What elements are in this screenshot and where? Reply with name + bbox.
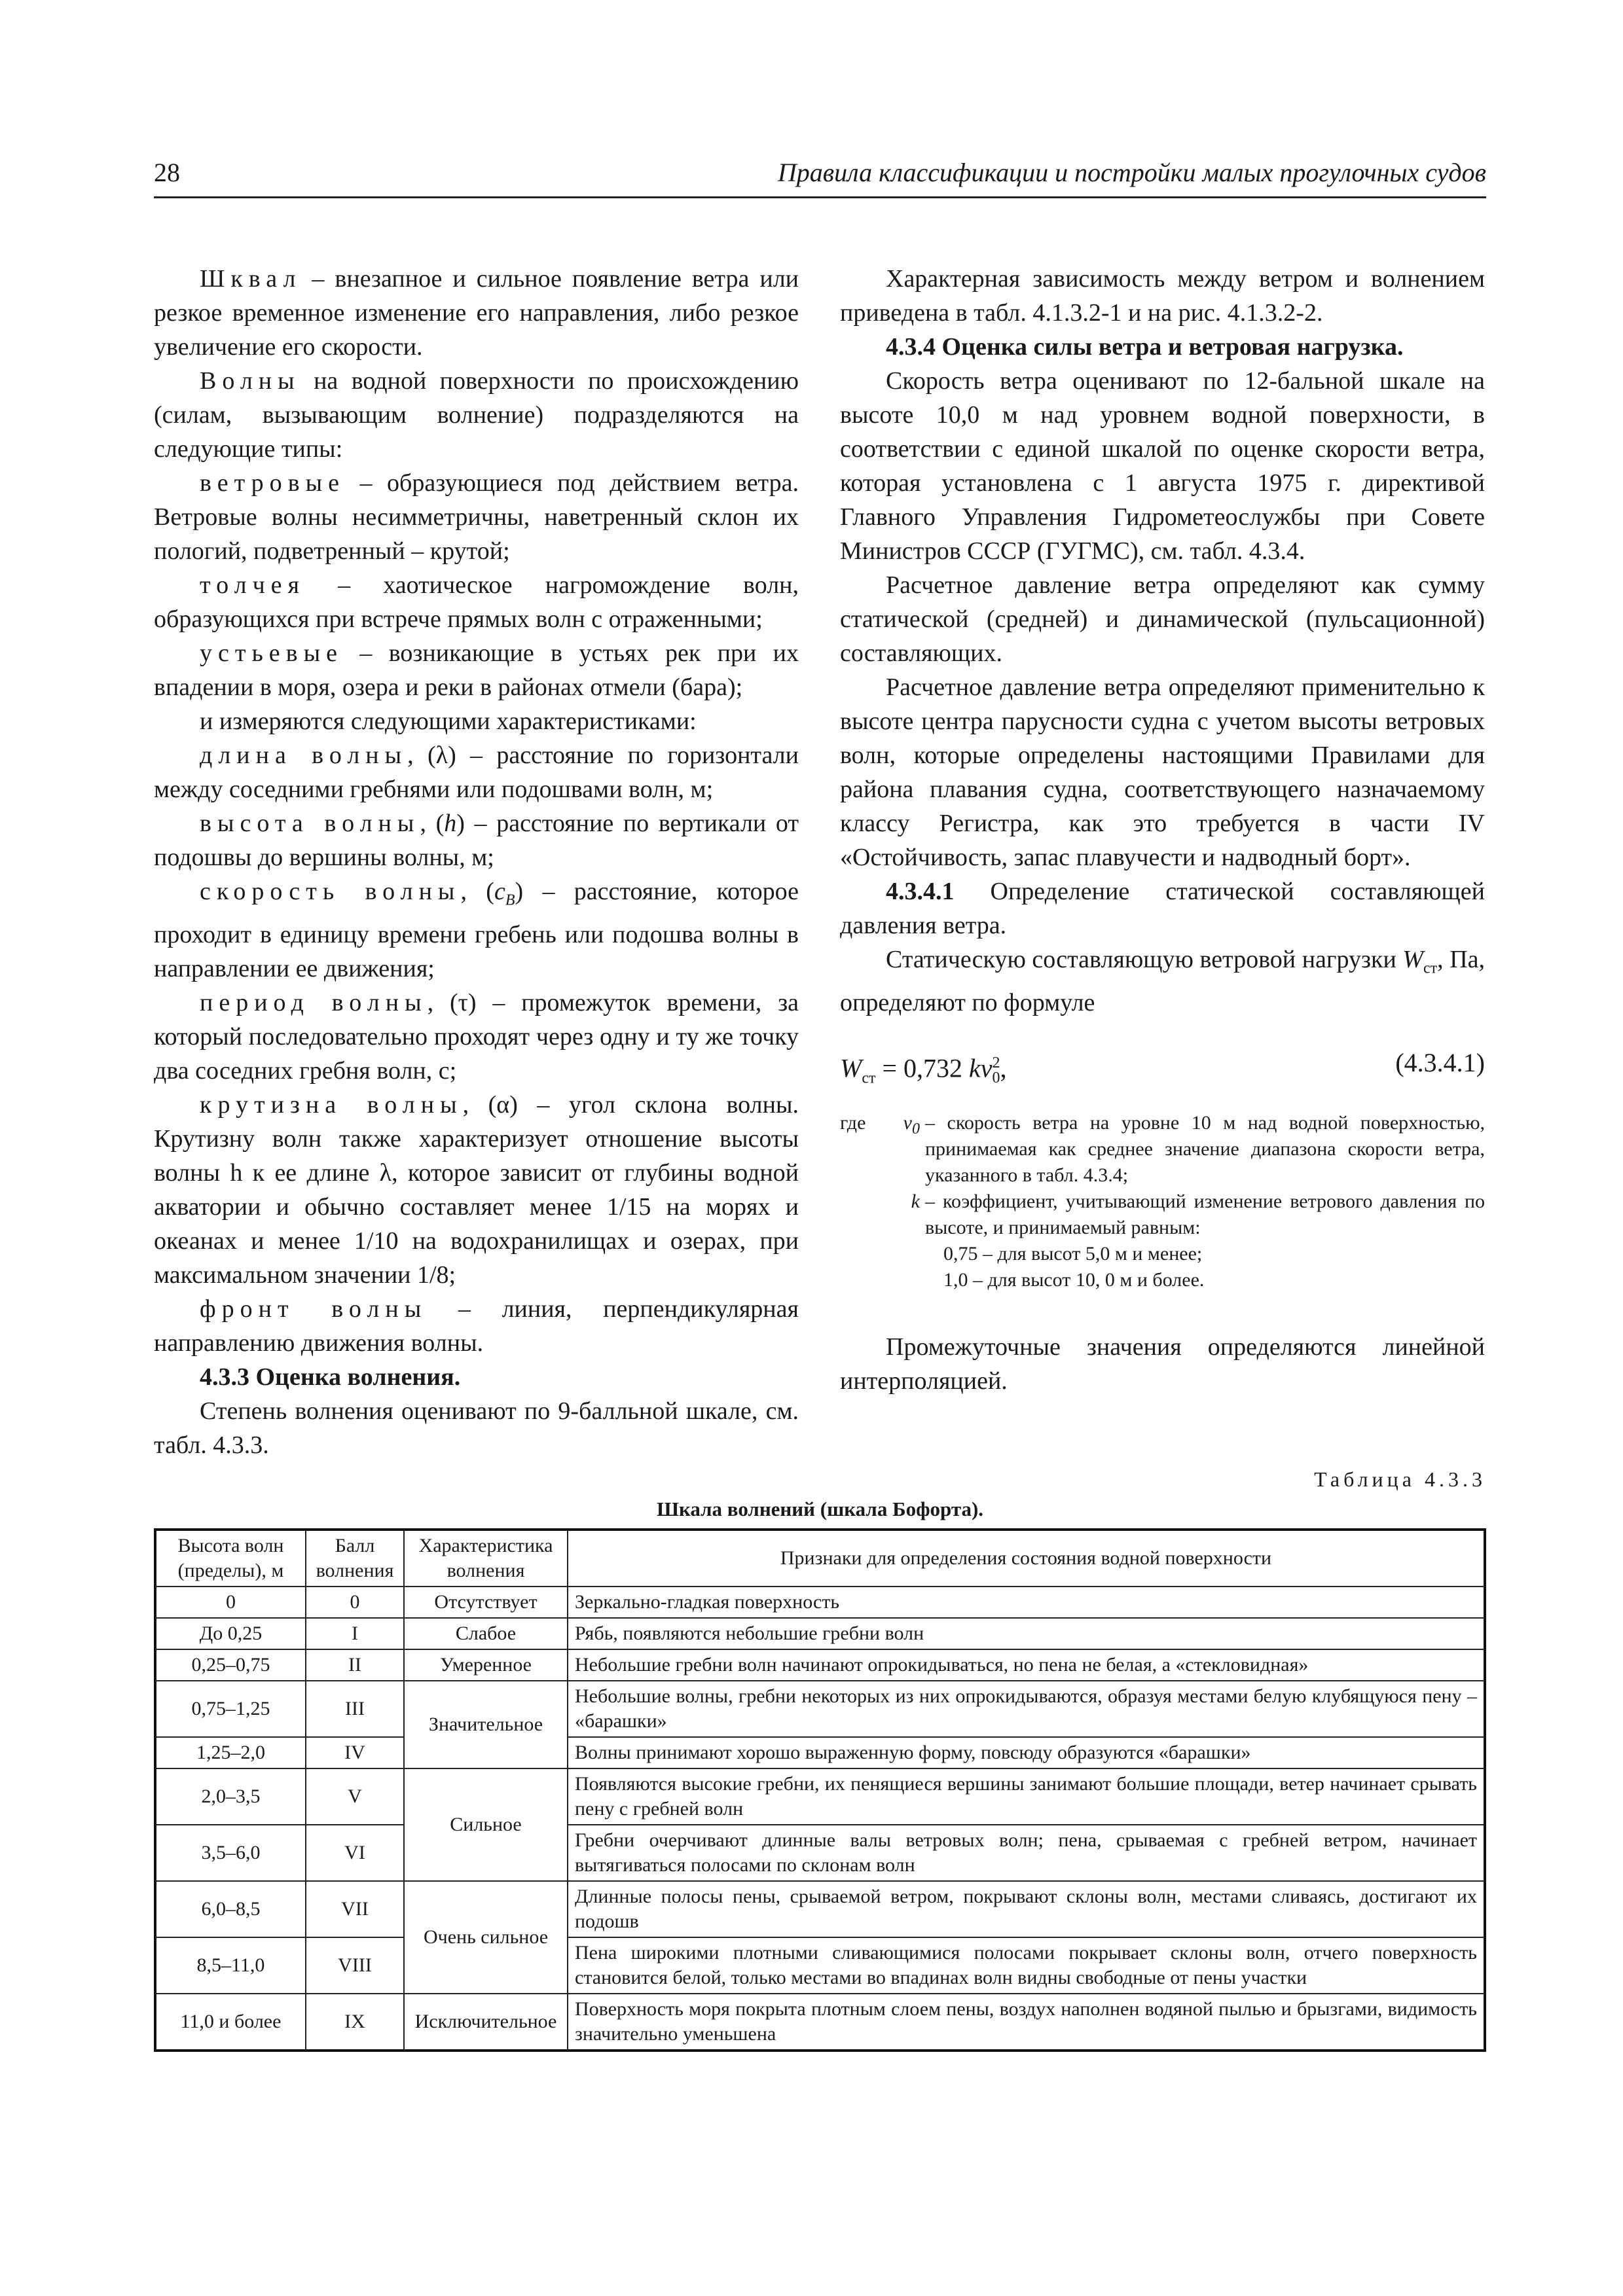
paragraph-wavelength: длина волны, (λ) – расстояние по горизонтали между соседними гребнями или подошвами волн, м; bbox=[154, 742, 799, 803]
table-label: Таблица 4.3.3 bbox=[1314, 1467, 1486, 1491]
paragraph-wind-speed: Скорость ветра оценивают по 12-бальной шкале на высоте 10,0 м над уровнем водной поверхности, в соответствии с единой шкалой по оценке скорости ветра, которая установлена с 1 августа 1975 г. директивой Главного Управления Гидрометеослужбы при Совете Министров СССР (ГУГМС), см. табл. 4.3.4. bbox=[840, 367, 1485, 565]
table-row: 11,0 и более IX Исключительное Поверхность моря покрыта плотным слоем пены, воздух наполнен водяной пылью и брызгами, видимость значительно уменьшена bbox=[155, 1994, 1485, 2051]
paragraph-wave-height: высота волны, (h) – расстояние по вертикали от подошвы до вершины волны, м; bbox=[154, 810, 799, 871]
table-title: Шкала волнений (шкала Бофорта). bbox=[656, 1498, 984, 1520]
table-row: 0 0 Отсутствует Зеркально-гладкая поверхность bbox=[155, 1587, 1485, 1618]
beaufort-sea-state-table bbox=[154, 1528, 1486, 2052]
paragraph-interpolation: Промежуточные значения определяются линейной интерполяцией. bbox=[840, 1333, 1485, 1395]
running-title: Правила классификации и постройки малых прогулочных судов bbox=[777, 158, 1486, 187]
legend-row-v0: где $v_0$ – скорость ветра на уровне 10 м над водной поверхностью, принимаемая как среднее значение диапазона скорости ветра, указанного в табл. 4.3.4; bbox=[840, 1111, 1485, 1186]
paragraph-chop: толчея – хаотическое нагромождение волн, образующихся при встрече прямых волн с отраженными; bbox=[154, 571, 799, 633]
paragraph-wave-period: период волны, (τ) – промежуток времени, за который последовательно проходят через одну и ту же точку два соседних гребня волн, с; bbox=[154, 988, 799, 1085]
formula-4-3-4-1 bbox=[840, 1046, 1485, 1093]
column-header-height: Высота волн (пределы), м bbox=[155, 1530, 306, 1587]
paragraph-squall: Шквал – внезапное и сильное появление ветра или резкое временное изменение его направления, либо резкое увеличение его скорости. bbox=[154, 265, 799, 361]
table-header-row bbox=[155, 1530, 1485, 1587]
column-header-signs: Признаки для определения состояния водной поверхности bbox=[568, 1530, 1485, 1587]
section-heading-4-3-4: 4.3.4 Оценка силы ветра и ветровая нагрузка. bbox=[886, 333, 1404, 361]
legend-row-k-low: 0,75 – для высот 5,0 м и менее; bbox=[943, 1242, 1203, 1265]
paragraph-wave-speed: скорость волны, $(c_B)$ – расстояние, которое проходит в единицу времени гребень или подошва волны в направлении ее движения; bbox=[154, 878, 799, 982]
table-row: 0,25–0,75 II Умеренное Небольшие гребни волн начинают опрокидываться, но пена не белая, а «стекловидная» bbox=[155, 1649, 1485, 1681]
page-number: 28 bbox=[154, 158, 180, 187]
left-column bbox=[154, 262, 799, 1462]
formula-legend bbox=[840, 1110, 1485, 1293]
formula-number: (4.3.4.1) bbox=[1395, 1047, 1485, 1077]
paragraph-static-load: Статическую составляющую ветровой нагрузки $W_{ст}$, Па, определяют по формуле bbox=[840, 946, 1485, 1016]
table-row: До 0,25 I Слабое Рябь, появляются небольшие гребни волн bbox=[155, 1618, 1485, 1649]
paragraph-wave-front: фронт волны – линия, перпендикулярная направлению движения волны. bbox=[154, 1295, 799, 1357]
table-row: 8,5–11,0 VIII Пена широкими плотными сливающимися полосами покрывает склоны волн, отчего поверхность становится белой, только местами во впадинах волн видны свободные от пены участки bbox=[155, 1937, 1485, 1994]
table-row: 0,75–1,25 III Значительное Небольшие волны, гребни некоторых из них опрокидываются, образуя местами белую клубящуюся пену – «барашки» bbox=[155, 1681, 1485, 1737]
table-row: 3,5–6,0 VI Гребни очерчивают длинные валы ветровых волн; пена, срываемая с гребней ветром, начинает вытягиваться полосами по склонам волн bbox=[155, 1825, 1485, 1881]
table-row: 1,25–2,0 IV Волны принимают хорошо выраженную форму, повсюду образуются «барашки» bbox=[155, 1737, 1485, 1768]
paragraph-sea-state: Степень волнения оценивают по 9-балльной шкале, см. табл. 4.3.3. bbox=[154, 1397, 799, 1459]
table-row: 2,0–3,5 V Сильное Появляются высокие гребни, их пенящиеся вершины занимают большие площади, ветер начинает срывать пену с гребней волн bbox=[155, 1768, 1485, 1825]
column-header-characteristic: Характеристика волнения bbox=[404, 1530, 568, 1587]
right-column bbox=[840, 262, 1485, 1398]
paragraph-wind-wave-relation: Характерная зависимость между ветром и волнением приведена в табл. 4.1.3.2-1 и на рис. 4.1.3.2-2. bbox=[840, 265, 1485, 327]
paragraph-design-pressure: Расчетное давление ветра определяют как сумму статической (средней) и динамической (пульсационной) составляющих. bbox=[840, 571, 1485, 667]
paragraph-wave-steepness: крутизна волны, (α) – угол склона волны. Крутизну волн также характеризует отношение высоты волны h к ее длине λ, которое зависит от глубины водной акватории и обычно составляет менее 1/15 на морях и океанах и менее 1/10 на водохранилищах и озерах, при максимальном значении 1/8; bbox=[154, 1090, 799, 1289]
paragraph-waves: Волны на водной поверхности по происхождению (силам, вызывающим волнение) подразделяются на следующие типы: bbox=[154, 367, 799, 463]
formula-expression: $W_{ст} = 0,732$ $kv^2_0$, bbox=[840, 1052, 1007, 1086]
legend-row-k: k – коэффициент, учитывающий изменение ветрового давления по высоте, и принимаемый равным: bbox=[911, 1190, 1485, 1238]
page-header bbox=[154, 157, 1486, 194]
section-heading-4-3-3: 4.3.3 Оценка волнения. bbox=[200, 1363, 461, 1391]
section-heading-4-3-4-1: 4.3.4.1 Определение статической составляющей давления ветра. bbox=[840, 878, 1485, 939]
paragraph-estuary: устьевые – возникающие в устьях рек при их впадении в моря, озера и реки в районах отмели (бара); bbox=[154, 639, 799, 701]
paragraph-measured: и измеряются следующими характеристиками: bbox=[200, 708, 697, 735]
legend-row-k-high: 1,0 – для высот 10, 0 м и более. bbox=[943, 1268, 1205, 1291]
paragraph-pressure-height: Расчетное давление ветра определяют применительно к высоте центра парусности судна с учетом высоты ветровых волн, которые определены настоящими Правилами для района плавания судна, соответствующего назначаемому классу Регистра, как это требуется в части IV «Остойчивость, запас плавучести и надводный борт». bbox=[840, 673, 1485, 871]
header-rule bbox=[154, 196, 1486, 198]
paragraph-wind-waves: ветровые – образующиеся под действием ветра. Ветровые волны несимметричны, наветренный склон их пологий, подветренный – крутой; bbox=[154, 469, 799, 565]
table-row: 6,0–8,5 VII Очень сильное Длинные полосы пены, срываемой ветром, покрывают склоны волн, местами сливаясь, достигают их подошв bbox=[155, 1881, 1485, 1937]
column-header-score: Балл волнения bbox=[306, 1530, 404, 1587]
